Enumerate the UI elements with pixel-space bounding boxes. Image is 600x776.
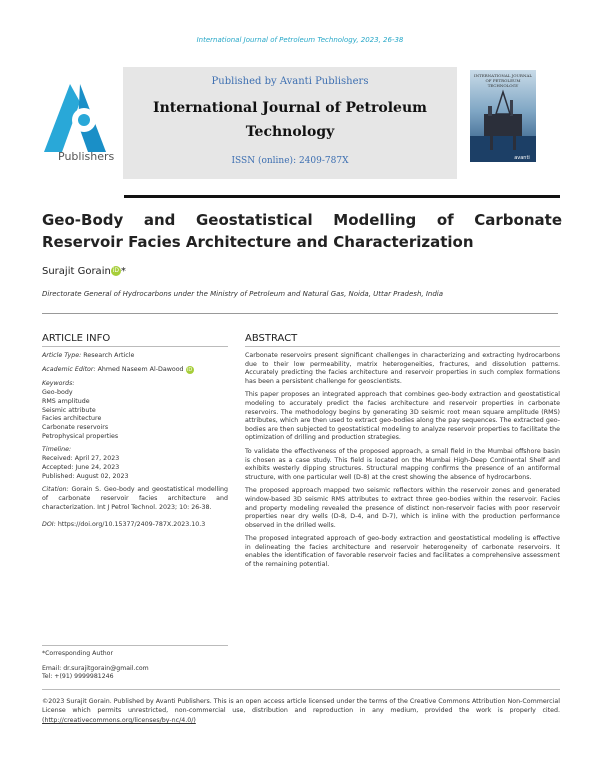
- header-divider: [124, 195, 560, 198]
- abstract-paragraph: To validate the effectiveness of the proposed approach, a small field in the Mumbai offshore basin is chosen as a case study. This field is located on the Mumbai High-Deep Continental Shelf and exhibits westerly dipping structures. Structural mapping confirms the presence of an antiformal structure, with one particular well (D-8) at the crest showing the absence of hydrocarbons.: [245, 447, 560, 481]
- banner-issn: ISSN (online): 2409-787X: [231, 156, 349, 166]
- license-rule: [42, 689, 560, 690]
- abstract-body: [245, 352, 560, 575]
- banner-journal-title: International Journal of Petroleum Technology: [153, 100, 427, 140]
- cover-title-line1: INTERNATIONAL JOURNAL: [473, 73, 533, 78]
- timeline-published: Published: August 02, 2023: [42, 472, 129, 480]
- abstract-paragraph: The proposed integrated approach of geo-body extraction and geostatistical modeling is effective in delineating the facies architecture and reservoir heterogeneity of carbonate reservoirs. It enables the identification of favorable reservoir facies and facilitates a comprehensive assessment of the remaining potential.: [245, 535, 560, 569]
- keyword-item: Geo-body: [42, 388, 73, 396]
- license-link[interactable]: (http://creativecommons.org/licenses/by-nc/4.0/): [42, 716, 196, 724]
- author-mark: *: [120, 266, 126, 277]
- timeline-received: Received: April 27, 2023: [42, 455, 120, 463]
- citation: Citation: Gorain S. Geo-body and geostatistical modelling of carbonate reservoir facies architecture and characterization. Int J Petrol Technol. 2023; 10: 26-38.: [42, 485, 228, 511]
- abstract-paragraph: This paper proposes an integrated approach that combines geo-body extraction and geostatistical modeling to accurately predict the facies architecture and reservoir properties in carbonate reservoirs. The methodology begins by generating 3D seismic root mean square amplitude (RMS) attributes, which are then used to extract geo-bodies along the pay sequences. The extracted geo-bodies are then subjected to geostatistical modeling to analyze reservoir properties to facilitate the optimization of drilling and production strategies.: [245, 391, 560, 442]
- keyword-item: Carbonate reservoirs: [42, 424, 109, 432]
- author-affiliation: Directorate General of Hydrocarbons under the Ministry of Petroleum and Natural Gas, Noida, Uttar Pradesh, India: [42, 290, 444, 298]
- doi-link[interactable]: https://doi.org/10.15377/2409-787X.2023.10.3: [57, 520, 206, 528]
- corresponding-author-label: *Corresponding Author: [42, 650, 114, 657]
- author-line: [42, 266, 126, 277]
- doi: DOI: https://doi.org/10.15377/2409-787X.2023.10.3: [42, 520, 206, 528]
- license-text: ©2023 Surajit Gorain. Published by Avanti Publishers. This is an open access article licensed under the terms of the Creative Commons Attribution Non-Commercial License which permits unrestricted, non-commercial use, distribution and reproduction in any medium, provided the work is properly cited. (http://creativecommons.org/licenses/by-nc/4.0/): [42, 698, 560, 724]
- article-type: Article Type: Research Article: [42, 352, 135, 359]
- correspondence-email[interactable]: Email: dr.surajitgorain@gmail.com: [42, 664, 149, 672]
- cover-title-line3: TECHNOLOGY: [487, 83, 519, 88]
- keyword-item: Seismic attribute: [42, 406, 96, 414]
- abstract-heading: ABSTRACT: [245, 333, 298, 344]
- cover-brand: avanti: [514, 155, 530, 161]
- academic-editor: Academic Editor: Ahmed Naseem Al-Dawood iD: [42, 365, 193, 373]
- section-divider: [42, 313, 558, 314]
- abstract-paragraph: Carbonate reservoirs present significant challenges in characterizing and extracting hydrocarbons due to their low permeability, matrix heterogeneities, fractures, and dissolution patterns. Accurately predicting the facies architecture and reservoir properties in such complex formations has been a persistent challenge for geoscientists.: [245, 352, 560, 385]
- cover-title-line2: OF PETROLEUM: [485, 78, 521, 83]
- keyword-item: Petrophysical properties: [42, 433, 119, 441]
- orcid-icon[interactable]: iD: [112, 267, 119, 274]
- article-info-heading: ARTICLE INFO: [42, 333, 111, 344]
- journal-cover-image: [470, 70, 536, 162]
- author-name: Surajit Gorain: [42, 266, 111, 277]
- abstract-underline: [245, 346, 560, 347]
- editor-orcid-icon[interactable]: iD: [186, 366, 193, 373]
- correspondence-tel: Tel: +(91) 9999981246: [42, 673, 114, 680]
- journal-running-header: International Journal of Petroleum Technology, 2023, 26-38: [196, 36, 404, 44]
- timeline-accepted: Accepted: June 24, 2023: [42, 463, 120, 471]
- footnote-rule: [42, 645, 228, 646]
- article-info-underline: [42, 346, 228, 347]
- correspondence-block: [42, 650, 242, 682]
- logo-publishers-text: Publishers: [58, 150, 115, 163]
- avanti-a-logo-icon: [40, 80, 120, 158]
- keyword-item: RMS amplitude: [42, 397, 90, 405]
- paper-title: Geo-Body and Geostatistical Modelling of Carbonate Reservoir Facies Architecture and Characterization: [42, 211, 562, 251]
- keywords-label: Keywords:: [42, 379, 75, 387]
- timeline-label: Timeline:: [42, 446, 72, 454]
- article-info-panel: [42, 352, 228, 529]
- keyword-item: Facies architecture: [42, 415, 102, 423]
- banner-publisher: Published by Avanti Publishers: [211, 76, 369, 87]
- abstract-paragraph: The proposed approach mapped two seismic reflectors within the reservoir zones and generated window-based 3D seismic RMS attributes to extract three geo-bodies within the reservoir. Facies and property modeling revealed the presence of distinct non-reservoir facies with poor reservoir properties near dry wells (D-8, D-4, and D-7), which is inline with the production performance observed in the drilled wells.: [245, 487, 560, 529]
